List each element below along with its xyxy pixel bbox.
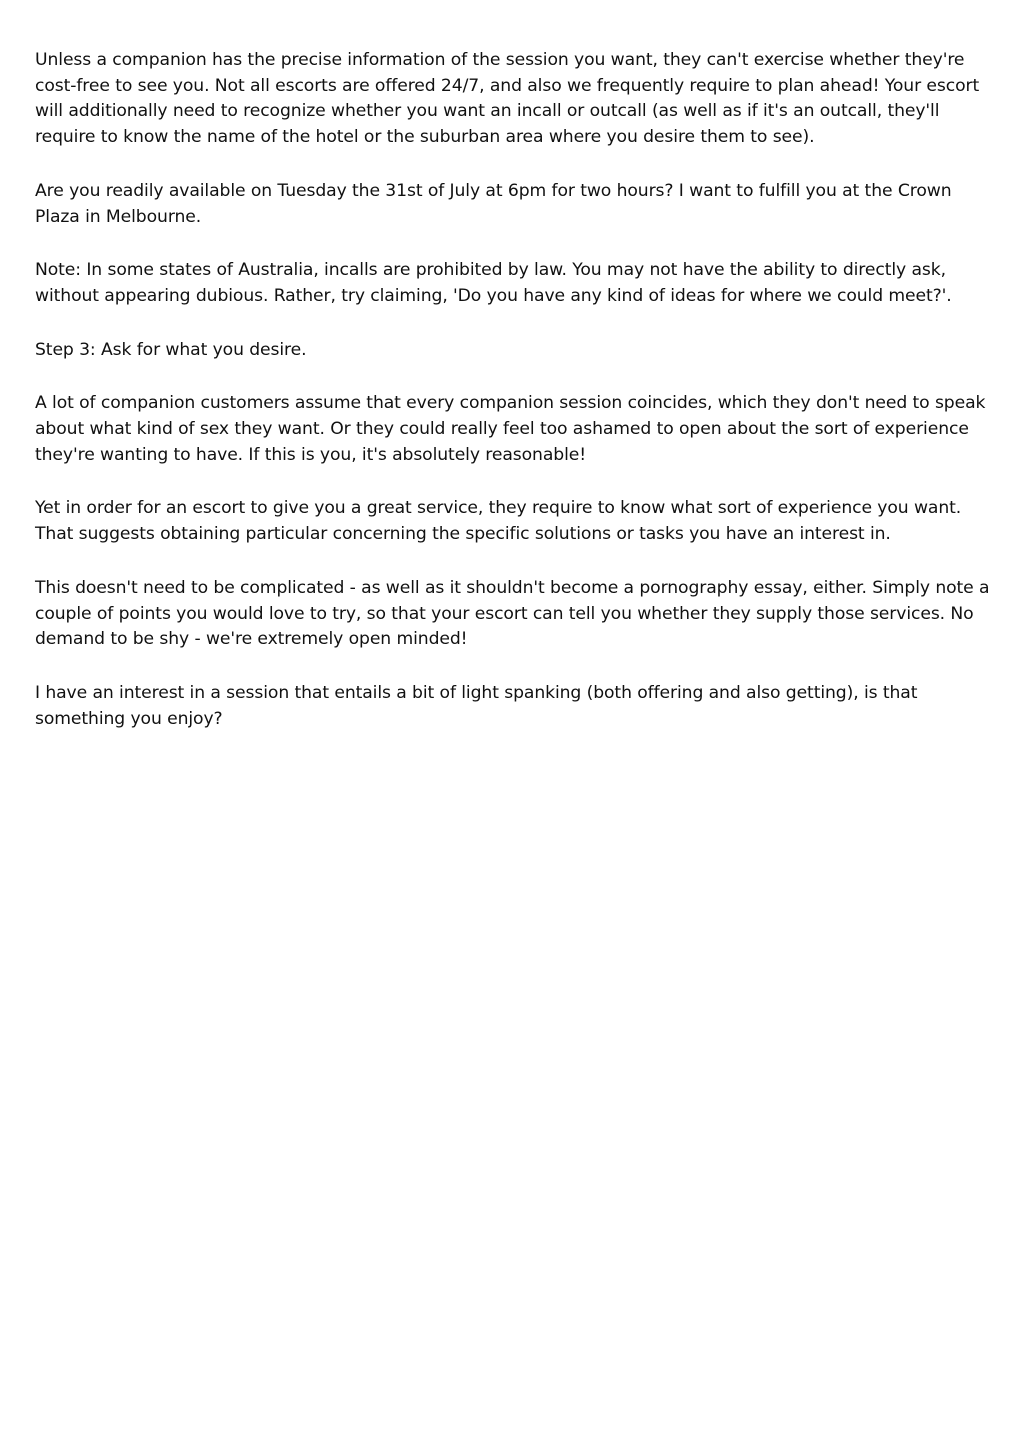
paragraph-availability: Unless a companion has the precise information of the session you want, they can't exercise whether they're cost-free to see you. Not all escorts are offered 24/7, and also we frequently require to plan ahead! Your escort will additionally need to recognize whether you want an incall or outcall (as well as if it's an outcall, they'll require to know the name of the hotel or the suburban area where you desire them to see). xyxy=(35,50,980,148)
paragraph-keep-simple: This doesn't need to be complicated - as well as it shouldn't become a pornography essay, either. Simply note a couple of points you would love to try, so that your escort can tell you whether they supply those services. No demand to be shy - we're extremely open minded! xyxy=(35,577,990,650)
paragraph-service-needs: Yet in order for an escort to give you a great service, they require to know what sort of experience you want. That suggests obtaining particular concerning the specific solutions or tasks you have an interest in. xyxy=(35,498,962,545)
paragraph-example-request: Are you readily available on Tuesday the 31st of July at 6pm for two hours? I want to fulfill you at the Crown Plaza in Melbourne. xyxy=(35,180,952,227)
document-body xyxy=(35,48,993,760)
paragraph-example-interest: I have an interest in a session that entails a bit of light spanking (both offering and also getting), is that something you enjoy? xyxy=(35,682,918,729)
paragraph-note-incalls: Note: In some states of Australia, incalls are prohibited by law. You may not have the ability to directly ask, without appearing dubious. Rather, try claiming, 'Do you have any kind of ideas for where we could meet?'. xyxy=(35,260,952,306)
paragraph-step-heading: Step 3: Ask for what you desire. xyxy=(35,339,307,360)
paragraph-customer-assumptions: A lot of companion customers assume that every companion session coincides, which they don't need to speak about what kind of sex they want. Or they could really feel too ashamed to open about the sort of experience they're wanting to have. If this is you, it's absolutely reasonable! xyxy=(35,393,986,465)
